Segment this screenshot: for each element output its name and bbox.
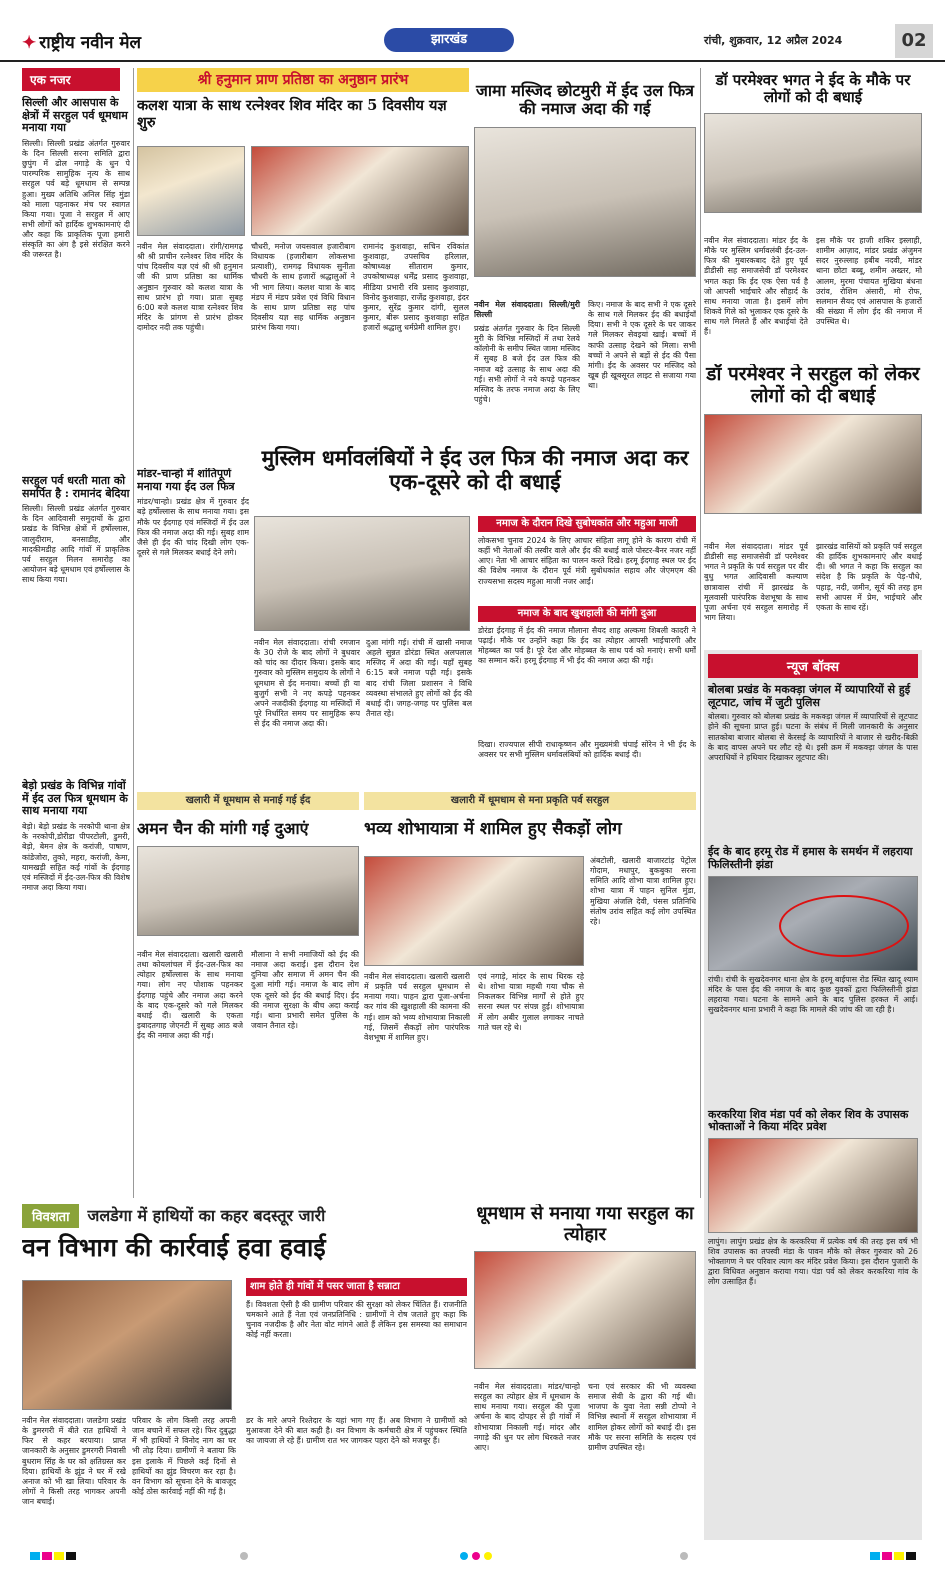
- bhagat-eid-story: [704, 68, 922, 358]
- khalari-sarhul-strip: खलारी में धूमधाम से मना प्रकृति पर्व सरहुल: [364, 792, 696, 810]
- khalari-eid-story: [137, 792, 359, 1192]
- elephant-story: [22, 1204, 467, 1544]
- mandar-eid-text: मांडर/चान्हो। प्रखंड क्षेत्र में गुरुवार ईद बड़े हर्षोल्लास के साथ मनाया गया। इस मौके पर ईदगाह एवं मस्जिदों में ईद उल फित्र की नमाज अदा की गई। सुबह शाम जैसे ही ईद की चांद दिखी लोग एक-दूसरे से गले मिलकर बधाई देने लगे।: [137, 497, 249, 557]
- elephant-text-3: डर के मारे अपने रिश्तेदार के यहां भाग गए हैं। अब विभाग ने ग्रामीणों को मुआवजा देने की बात कही है। वन विभाग के कर्मचारी क्षेत्र में पहुंचकर स्थिति का जायजा ले रहे हैं। ग्रामीण रात भर जागकर पहरा देने को मजबूर हैं।: [246, 1416, 467, 1446]
- mandar-eid-headline: मांडर-चान्हो में शांतिपूर्ण मनाया गया ईद उल फित्र: [137, 468, 235, 493]
- sarhul-festival-text-1: नवीन मेल संवाददाता। मांडर/चान्हो सरहुल का त्योहार क्षेत्र में धूमधाम के साथ मनाया गया। सरहुल की पूजा अर्चना के बाद दोपहर से ही गांवों में शोभायात्रा निकाली गई। मांदर और नगाड़े की धुन पर लोग थिरकते नजर आए।: [474, 1382, 580, 1452]
- news-box-headline-1: बोलबा प्रखंड के मकक्ड़ा जंगल में व्यापारियों से हुई लूटपाट, जांच में जुटी पुलिस: [708, 683, 911, 709]
- registration-marks: [20, 1552, 925, 1560]
- elephant-text-1: नवीन मेल संवाददाता। जलडेगा प्रखंड के डुमरगरी में बीते रात हाथियों ने फिर से कहर बरपाया। प्राप्त जानकारी के अनुसार डुमरगरी निवासी बुधराम सिंह के घर को क्षतिग्रस्त कर दिया। हाथियों के झुंड ने घर में रखे अनाज को भी खा लिया। परिवार के लोगों ने किसी तरह भागकर अपनी जान बचाई।: [22, 1416, 126, 1506]
- sarhul-festival-story: [474, 1204, 696, 1544]
- dateline: रांची, शुक्रवार, 12 अप्रैल 2024: [704, 34, 843, 47]
- news-box-text-2: रांची। रांची के सुखदेवनगर थाना क्षेत्र के हरमू बाईपास रोड स्थित खादू श्याम मंदिर के पास ईद की नमाज के बाद कुछ युवकों द्वारा फिलिस्तीनी झंडा लहराया गया। घटना के सामने आने के बाद पुलिस हरकत में आई। सुखदेवनगर थाना प्रभारी ने कहा कि मामले की जांच की जा रही है।: [708, 974, 918, 1014]
- hanuman-story: [137, 68, 469, 463]
- eid-greetings-photo: [254, 516, 470, 631]
- subhead-dua: नमाज के बाद खुशहाली की मांगी दुआ: [478, 606, 696, 622]
- subhead-subodhkant: नमाज के दौरान दिखे सुबोधकांत और महुआ माजी: [478, 516, 696, 532]
- news-box: [704, 650, 922, 1540]
- jama-byline: नवीन मेल संवाददाता। सिल्ली/मुरी सिल्ली: [474, 300, 580, 320]
- flag-road-photo: [708, 876, 918, 971]
- jama-text-1: प्रखंड अंतर्गत गुरुवार के दिन सिल्ली मुरी के विभिन्न मस्जिदों में तथा रेलवे कॉलोनी के समीप स्थित जामा मस्जिद में सुबह 8 बजे ईद उल फित्र की नमाज बड़े उत्साह के साथ अदा की गई। सभी लोगों ने नये कपड़े पहनकर मस्जिद के तरफ नमाज अदा के लिए पहुंचे।: [474, 324, 580, 404]
- khalari-sarhul-text-1: नवीन मेल संवाददाता। खलारी खलारी में प्रकृति पर्व सरहुल धूमधाम से मनाया गया। पाहन द्वारा पूजा-अर्चना कर गांव की खुशहाली की कामना की गई। शाम को भव्य शोभायात्रा निकाली गई, जिसमें सैकड़ों लोग पारंपरिक वेशभूषा में शामिल हुए।: [364, 972, 470, 1042]
- bhagat-sarhul-photo: [704, 414, 922, 514]
- news-box-text-1: बोलबा। गुरुवार को बोलबा प्रखंड के मकक्ड़ा जंगल में व्यापारियों से लूटपाट होने की सूचना प्राप्त हुई। घटना के संबंध में मिली जानकारी के अनुसार सातकोबा बाजार बोलबा से केरसई के व्यापारियों ने बाजार से खरीद-बिक्री के बाद वापस अपने घर लौट रहे थे। इसी क्रम में मकक्ड़ा जंगल के पास अपराधियों ने हथियार दिखाकर लूटपाट की।: [708, 712, 918, 762]
- section-label: झारखंड: [384, 28, 514, 52]
- left-column: [22, 68, 130, 1198]
- jama-photo: [474, 127, 696, 277]
- bhagat-eid-text-1: नवीन मेल संवाददाता। मांडर ईद के मौके पर मुस्लिम धर्मावलंबी ईद-उल-फित्र की मुबारकबाद देते हुए पूर्व डीडीसी सह समाजसेवी डॉ परमेश्वर भगत कहा कि ईद एक ऐसा पर्व है जो आपसी भाईचारे और सौहार्द के साथ मनाया जाता है। इसमें लोग शिकवे गिले को भुलाकर एक दूसरे के साथ गले मिलते हैं और बधाईयां देते हैं।: [704, 236, 808, 337]
- kalash-photo: [137, 146, 245, 236]
- sarhul-festival-headline: धूमधाम से मनाया गया सरहुल का त्योहार: [476, 1204, 694, 1245]
- khalari-sarhul-story: [364, 792, 696, 1192]
- masthead: [0, 0, 945, 62]
- khalari-namaz-photo: [137, 846, 359, 936]
- bhagat-sarhul-story: [704, 364, 922, 644]
- left-headline-2: सरहुल पर्व धरती माता को समर्पित है : रामानंद बेदिया: [22, 473, 130, 500]
- left-headline-3: बेड़ो प्रखंड के विभिन्न गांवों में ईद उल फित्र धूमधाम के साथ मनाया गया: [22, 779, 128, 818]
- ek-nazar-tag: एक नजर: [22, 68, 120, 91]
- hanuman-banner: श्री हनुमान प्राण प्रतिष्ठा का अनुष्ठान प्रारंभ: [137, 68, 469, 92]
- news-box-headline-3: करकरिया शिव मंडा पर्व को लेकर शिव के उपासक भोक्ताओं ने किया मंदिर प्रवेश: [708, 1107, 909, 1134]
- sarhul-dance-photo: [474, 1251, 696, 1369]
- hanuman-text-3: रामानंद कुशवाहा, सचिन रविकांत कुशवाहा, उपसचिव हरिलाल, कोषाध्यक्ष सीताराम कुमार, उपकोषाध्यक्ष धर्मेंद्र प्रसाद कुशवाहा, मीडिया प्रभारी रवि प्रसाद कुशवाहा, विनोद कुशवाहा, राजेंद्र कुशवाहा, इंदर कुमार, सुरेंद्र कुमार दांगी, सुलल कुमार, बीरू प्रसाद कुशवाहा सहित हजारों श्रद्धालु धर्मप्रेमी शामिल हुए।: [363, 242, 469, 332]
- khalari-eid-text-2: मौलाना ने सभी नमाजियों को ईद की नमाज अदा कराई। इस दौरान देश दुनिया और समाज में अमन चैन की दुआ मांगी गई। नमाज के बाद लोग एक दूसरे को ईद की बधाई दिए। ईद की नमाज सुरक्षा के बीच अदा कराई गई। थाना प्रभारी समेत पुलिस के जवान तैनात रहे।: [251, 950, 359, 1030]
- yagya-photo: [251, 146, 469, 236]
- governor-text: दिखा। राज्यपाल सीपी राधाकृष्णन और मुख्यमंत्री चंपाई सोरेन ने भी ईद के अवसर पर सभी मुस्लिम धर्मावलंबियों को हार्दिक बधाई दी।: [478, 740, 696, 760]
- mandar-eid-brief: [137, 468, 249, 768]
- shobhayatra-photo: [364, 856, 584, 966]
- vivashta-tag: विवशता: [22, 1204, 79, 1228]
- khalari-eid-strip: खलारी में धूमधाम से मनाई गई ईद: [137, 792, 359, 810]
- news-box-tag: न्यूज बॉक्स: [708, 654, 918, 678]
- dua-text: डोरंडा ईदगाह में ईद की नमाज मौलाना सैयद शाह अल्कमा शिबली कादरी ने पढ़ाई। मौके पर उन्होंने कहा कि ईद का त्योहार आपसी भाईचारगी और मोहब्बत का पर्व है। पूरे देश और मोहब्बत के साथ पर्व को मनाएं। सभी धर्मों का सम्मान करें। हरमू ईदगाह में भी ईद की नमाज अदा की गई।: [478, 626, 696, 666]
- hanuman-text-2: चौधरी, मनोज जयसवाल हजारीबाग विधायक (हजारीबाग लोकसभा प्रत्याशी), रामगढ़ विधायक सुनीता चौधरी के साथ हजारों श्रद्धालुओं ने भी भाग लिया। कलश यात्रा के बाद मंडप में मंडप प्रवेश एवं विधि विधान के साथ प्राण प्रतिष्ठा सह पांच दिवसीय यज्ञ सह धार्मिक अनुष्ठान प्रारंभ किया गया।: [251, 242, 355, 332]
- elephant-text-4: हैं। विवशता ऐसी है की ग्रामीण परिवार की सुरक्षा को लेकर चिंतित हैं। राजनीति चमकाने आते हैं नेता एवं जनप्रतिनिधि : ग्रामीणों ने रोष जताते हुए कहा कि चुनाव नजदीक है और नेता वोट मांगने आते हैं लेकिन इस समस्या का समाधान कोई नहीं करता।: [246, 1300, 467, 1340]
- newspaper-brand: ✦ राष्ट्रीय नवीन मेल: [22, 33, 142, 53]
- muslim-eid-text-1: नवीन मेल संवाददाता। रांची रमजान के 30 रोजे के बाद लोगों ने बुधवार को चांद का दीदार किया। इसके बाद गुरुवार को मुस्लिम समुदाय के लोगों ने धूमधाम से ईद मनाया। बच्चों ही या बुजुर्ग सभी ने नए कपड़े पहनकर अपने नजदीकी ईदगाह या मस्जिदों में पूरे निर्धारित समय पर सामुहिक रूप से ईद की नमाज अदा की।: [254, 638, 360, 728]
- highlight-circle: [779, 895, 909, 957]
- muslim-eid-headline: मुस्लिम धर्मावलंबियों ने ईद उल फित्र की नमाज अदा कर एक-दूसरे को दी बधाई: [261, 446, 689, 495]
- bhagat-eid-photo: [704, 113, 922, 213]
- elephant-text-2: परिवार के लोग किसी तरह अपनी जान बचाने में सफल रहे। फिर दुबुद्धा में भी हाथियों ने विनोद नाग का घर भी तोड़ दिया। ग्रामीणों ने बताया कि इस इलाके में पिछले कई दिनों से हाथियों का झुंड विचरण कर रहा है। वन विभाग को सूचना देने के बावजूद कोई ठोस कार्रवाई नहीं की गई है।: [132, 1416, 236, 1496]
- khalari-sarhul-text-2: एवं नगाड़े, मांदर के साथ थिरक रहे थे। शोभा यात्रा महथी गया चौक से निकलकर विभिन्न मार्गों से होते हुए सरना स्थल पर संपन्न हुई। शोभायात्रा में लोग अबीर गुलाल लगाकर नाचते गाते चल रहे थे।: [478, 972, 584, 1032]
- khalari-eid-text-1: नवीन मेल संवाददाता। खलारी खलारी तथा कोयलांचल में ईद-उल-फित्र का त्योहार हर्षोल्लास के साथ मनाया गया। लोग नए पोशाक पहनकर ईदगाह पहुंचे और नमाज अदा करने के बाद एक-दूसरे को गले मिलकर बधाई दी। खलारी के एकता इबादतगाह जेएनटी में सुबह आठ बजे ईद की नमाज अदा की गई।: [137, 950, 243, 1040]
- left-text-3: बेड़ो। बेड़ो प्रखंड के नरकोपी थाना क्षेत्र के नरकोपी,डोरीडा पीपरटोली, डुमरी, बेड़ो, बेमन क्षेत्र के करांजी, पाषाण, कांडेजोरा, तुको, महरा, करांजी, केमा, यामखड़ी सहित कई गांवों के ईदगाह एवं मस्जिदों में ईद-उल-फित्र की विशेष नमाज अदा किया गया।: [22, 822, 130, 892]
- bhagat-sarhul-text-2: झारखंड वासियों को प्रकृति पर्व सरहुल की हार्दिक शुभकामनाएं और बधाई दी। श्री भगत ने कहा कि सरहुल का संदेश है कि प्रकृति के पेड़-पौधे, पहाड़, नदी, जमीन, सूर्य की तरह हम सभी आपस में प्रेम, भाईचारे और एकता के साथ रहें।: [816, 542, 922, 612]
- news-box-text-3: लापुंग। लापुंग प्रखंड क्षेत्र के करकरिया में प्रत्येक वर्ष की तरह इस वर्ष भी शिव उपासक का तपस्वी मंडा के पावन मौके को लेकर गुरुवार को 26 भोक्तागण ने घर परिवार त्याग कर मंदिर प्रवेश किया। इस दौरान पुजारी के द्वारा विधिवत अनुष्ठान कराया गया। पंडा पर्व को लेकर करकरिया गांव के लोग उत्साहित हैं।: [708, 1236, 918, 1287]
- hanuman-text-1: नवीन मेल संवाददाता। रांगी/रामगढ़ श्री श्री प्राचीन रत्नेश्वर शिव मंदिर के पांच दिवसीय यज्ञ एवं श्री श्री हनुमान जी की प्राण प्रतिष्ठा का धार्मिक अनुष्ठान गुरुवार को कलश यात्रा के साथ प्रारंभ हो गया। प्रातः सुबह 6:00 बजे कलश यात्रा रत्नेश्वर शिव मंदिर के प्रांगण से प्रारंभ होकर दामोदर नदी तक पहुंची।: [137, 242, 243, 332]
- khalari-sarhul-headline: भव्य शोभायात्रा में शामिल हुए सैकड़ों लोग: [364, 819, 622, 839]
- bhagat-eid-text-2: इस मौके पर हाजी शकिर इस्लाही, शामीम आज़ाद, मांडर प्रखंड अंजुमन सदर नुरुल्लाह हबीब नदवी, मांडर थाना छोटा बब्बू, शमीम अख्तर, मो आलम, मुरमा पंचायत मुखिया बंधना उरांव, रोशिम अंसारी, मो रोफ, सलमान सैयद एवं आसपास के हजारों की संख्या में लोग ईद की नमाज में उपस्थित थे।: [816, 236, 922, 326]
- subodhkant-text: लोकसभा चुनाव 2024 के लिए आचार संहिता लागू होने के कारण रांची में कहीं भी नेताओं की तस्वीर वाले और ईद की बधाई वाले पोस्टर-बैनर नजर नहीं आए। नेता भी आचार संहिता का पालन करते दिखे। हरमू ईदगाह स्थल पर ईद की विशेष नमाज के दौरान पूर्व मंत्री सुबोधकांत सहाय और जेएमएम की राज्यसभा सदस्य महुआ माजी नजर आईं।: [478, 536, 696, 586]
- elephant-subhead: शाम होते ही गांवों में पसर जाता है सन्नाटा: [246, 1278, 467, 1296]
- jama-text-2: किए। नमाज के बाद सभी ने एक दूसरे के साथ गले मिलकर ईद की बधाईयाँ दिया। सभी ने एक दूसरे के घर जाकर गले मिलकर सेवइयां खाई। बच्चों में काफी उत्साह देखने को मिला। सभी बच्चों ने अपने से बड़ों से ईद की पैसा मांगी। ईद के अवसर पर मस्जिद को खूब ही खूबसूरत लाइट से सजाया गया था।: [588, 300, 696, 390]
- elephant-headline: वन विभाग की कार्रवाई हवा हवाई: [22, 1233, 326, 1262]
- bhagat-sarhul-headline: डॉ परमेश्वर ने सरहुल को लेकर लोगों को दी बधाई: [706, 364, 920, 407]
- shiv-manda-photo: [708, 1138, 918, 1233]
- jama-headline: जामा मस्जिद छोटमुरी में ईद उल फित्र की नमाज अदा की गई: [476, 81, 694, 119]
- page-number: 02: [895, 24, 933, 58]
- ribbon-icon: ✦: [22, 33, 37, 53]
- khalari-sarhul-text-3: अंबटोली, खलारी बाजारटांड़ पेट्रोल गोदाम, मधापुर, बुकबुका सरना समिति आदि शोभा यात्रा शामिल हुए। शोभा यात्रा में पाहन सुनिल मुंडा, मुखिया अंजलि देवी, पंसस प्रतिनिधि संतोष उरांव सहित कई लोग उपस्थित रहे।: [590, 856, 696, 926]
- khalari-eid-headline: अमन चैन की मांगी गई दुआएं: [137, 819, 309, 838]
- jama-masjid-story: [474, 68, 696, 463]
- left-text-2: सिल्ली। सिल्ली प्रखंड अंतर्गत गुरुवार के दिन आदिवासी समुदायों के द्वारा प्रखंड के विभिन्न क्षेत्रों में हर्षोल्लास, जालुदीराम, बनसाडीह, और मादकीमडीह आदि गांवों में प्राकृतिक पर्व सरहुल मिलन समारोह का आयोजन बड़े धूमधाम एवं हर्षोल्लास के साथ किया गया।: [22, 504, 130, 585]
- left-headline-1: सिल्ली और आसपास के क्षेत्रों में सरहुल पर्व धूमधाम मनाया गया: [22, 96, 128, 135]
- bhagat-sarhul-text-1: नवीन मेल संवाददाता। मांडर पूर्व डीडीसी सह समाजसेवी डॉ परमेश्वर भगत ने प्रकृति के पर्व सरहुल पर वीर बुधु भगत आदिवासी कल्याण छात्रावास रांची में झारखंड के मूलवासी पारंपरिक वेशभूषा के साथ पूजा अर्चना एवं सरहुल समारोह में भाग लिया।: [704, 542, 808, 622]
- sarhul-festival-text-2: चना एवं सरकार की भी व्यवस्था समाज सेवी के द्वारा की गई थी। भाजपा के युवा नेता सन्नी टोप्पो ने विभिन्न स्थानों में सरहुल शोभायात्रा में शामिल होकर लोगों को बधाई दी। इस मौके पर सरना समिति के सदस्य एवं ग्रामीण उपस्थित रहे।: [588, 1382, 696, 1452]
- muslim-eid-story: [254, 446, 696, 786]
- muslim-eid-text-2: दुआ मांगी गई। रांची में खासी नमाज अहले सुन्नत डोरंडा स्थित अलपलाल मस्जिद में अदा की गई। यहाँ सुबह 6:15 बजे नमाज पढ़ी गई। इसके बाद रांची जिला प्रशासन ने विधि व्यवस्था संभालते हुए लोगों को ईद की बधाई दी। जगह-जगह पर पुलिस बल तैनात रहे।: [366, 638, 472, 718]
- left-text-1: सिल्ली। सिल्ली प्रखंड अंतर्गत गुरुवार के दिन सिल्ली सरना समिति द्वारा छुपुंग में ढोल नगाड़े के धुन पे पारम्परिक सामुहिक नृत्य के साथ सरहुल पर्व बड़े धूमधाम से सम्पन्न हुआ। मुख्य अतिथि अनिल सिंह मुंडा को माला पहनाकर मंच पर स्वागत किया गया। पूजा ने सरहुल में आए सभी लोगों को हार्दिक शुभकामनाएं दी और कहा कि प्राकृतिक पूजा हमारी संस्कृति का अंग है इसे संरक्षित करने की जरूरत है।: [22, 138, 130, 260]
- bhagat-eid-headline: डॉ परमेश्वर भगत ने ईद के मौके पर लोगों को दी बधाई: [715, 71, 911, 107]
- elephant-kicker: जलडेगा में हाथियों का कहर बदस्तूर जारी: [87, 1205, 326, 1225]
- hanuman-headline: कलश यात्रा के साथ रत्नेश्वर शिव मंदिर का 5 दिवसीय यज्ञ शुरु: [137, 97, 447, 131]
- broken-house-photo: [22, 1280, 232, 1410]
- news-box-headline-2: ईद के बाद हरमू रोड में हमास के समर्थन में लहराया फिलिस्तीनी झंडा: [708, 845, 913, 871]
